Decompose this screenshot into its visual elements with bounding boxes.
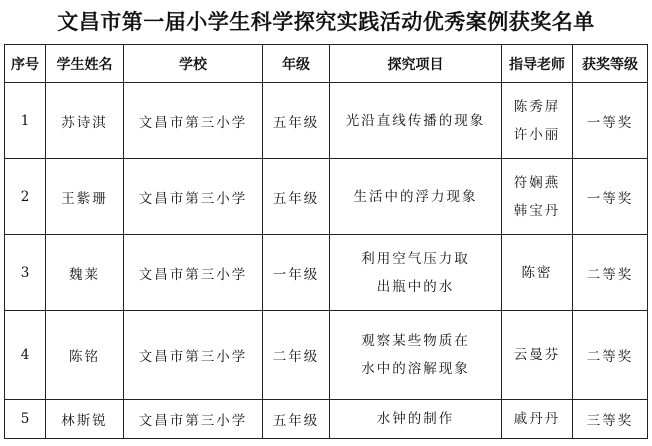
table-row bbox=[5, 235, 648, 311]
row-project bbox=[330, 311, 502, 400]
header-grade: 年级 bbox=[263, 45, 330, 83]
row-project bbox=[330, 235, 502, 311]
row-award: 一等奖 bbox=[573, 83, 648, 159]
row-grade: 五年级 bbox=[263, 159, 330, 235]
row-teachers bbox=[502, 83, 573, 159]
project-line: 光沿直线传播的现象 bbox=[345, 112, 486, 129]
header-school: 学校 bbox=[124, 45, 263, 83]
teacher-name: 陈密 bbox=[521, 264, 553, 281]
row-school: 文昌市第三小学 bbox=[124, 83, 263, 159]
row-school: 文昌市第三小学 bbox=[124, 400, 263, 439]
row-no: 1 bbox=[5, 83, 46, 159]
header-student: 学生姓名 bbox=[46, 45, 124, 83]
row-project bbox=[330, 159, 502, 235]
header-no: 序号 bbox=[5, 45, 46, 83]
teacher-name: 符娴燕 bbox=[513, 174, 561, 191]
table-row bbox=[5, 83, 648, 159]
teacher-name: 许小丽 bbox=[513, 126, 561, 143]
row-award: 一等奖 bbox=[573, 159, 648, 235]
header-award: 获奖等级 bbox=[573, 45, 648, 83]
teacher-name: 陈秀屏 bbox=[513, 98, 561, 115]
row-grade: 二年级 bbox=[263, 311, 330, 400]
row-teachers bbox=[502, 311, 573, 400]
row-grade: 五年级 bbox=[263, 83, 330, 159]
header-project: 探究项目 bbox=[330, 45, 502, 83]
table-row bbox=[5, 311, 648, 400]
row-project bbox=[330, 400, 502, 439]
row-no: 4 bbox=[5, 311, 46, 400]
row-student: 陈铭 bbox=[46, 311, 124, 400]
table-row bbox=[5, 159, 648, 235]
row-teachers bbox=[502, 235, 573, 311]
project-line: 观察某些物质在 bbox=[361, 333, 470, 349]
row-student: 王紫珊 bbox=[46, 159, 124, 235]
row-no: 5 bbox=[5, 400, 46, 439]
project-line: 利用空气压力取 bbox=[361, 250, 470, 267]
row-teachers bbox=[502, 400, 573, 439]
row-student: 魏莱 bbox=[46, 235, 124, 311]
teacher-name: 戚丹丹 bbox=[513, 411, 561, 427]
project-line: 生活中的浮力现象 bbox=[353, 188, 478, 205]
row-school: 文昌市第三小学 bbox=[124, 235, 263, 311]
row-grade: 五年级 bbox=[263, 400, 330, 439]
row-no: 2 bbox=[5, 159, 46, 235]
page-title: 文昌市第一届小学生科学探究实践活动优秀案例获奖名单 bbox=[57, 10, 595, 34]
project-line: 水中的溶解现象 bbox=[361, 361, 470, 377]
row-student: 林斯锐 bbox=[46, 400, 124, 439]
teacher-name: 韩宝丹 bbox=[513, 202, 561, 219]
row-school: 文昌市第三小学 bbox=[124, 159, 263, 235]
awards-table bbox=[4, 44, 648, 439]
header-teacher: 指导老师 bbox=[502, 45, 573, 83]
row-project bbox=[330, 83, 502, 159]
project-line: 出瓶中的水 bbox=[376, 278, 455, 295]
row-award: 三等奖 bbox=[573, 400, 648, 439]
row-teachers bbox=[502, 159, 573, 235]
table-row bbox=[5, 400, 648, 439]
teacher-name: 云曼芬 bbox=[513, 347, 561, 363]
row-grade: 一年级 bbox=[263, 235, 330, 311]
row-award: 二等奖 bbox=[573, 235, 648, 311]
row-award: 二等奖 bbox=[573, 311, 648, 400]
header-row bbox=[5, 45, 648, 83]
row-school: 文昌市第三小学 bbox=[124, 311, 263, 400]
row-student: 苏诗淇 bbox=[46, 83, 124, 159]
project-line: 水钟的制作 bbox=[376, 411, 455, 427]
row-no: 3 bbox=[5, 235, 46, 311]
